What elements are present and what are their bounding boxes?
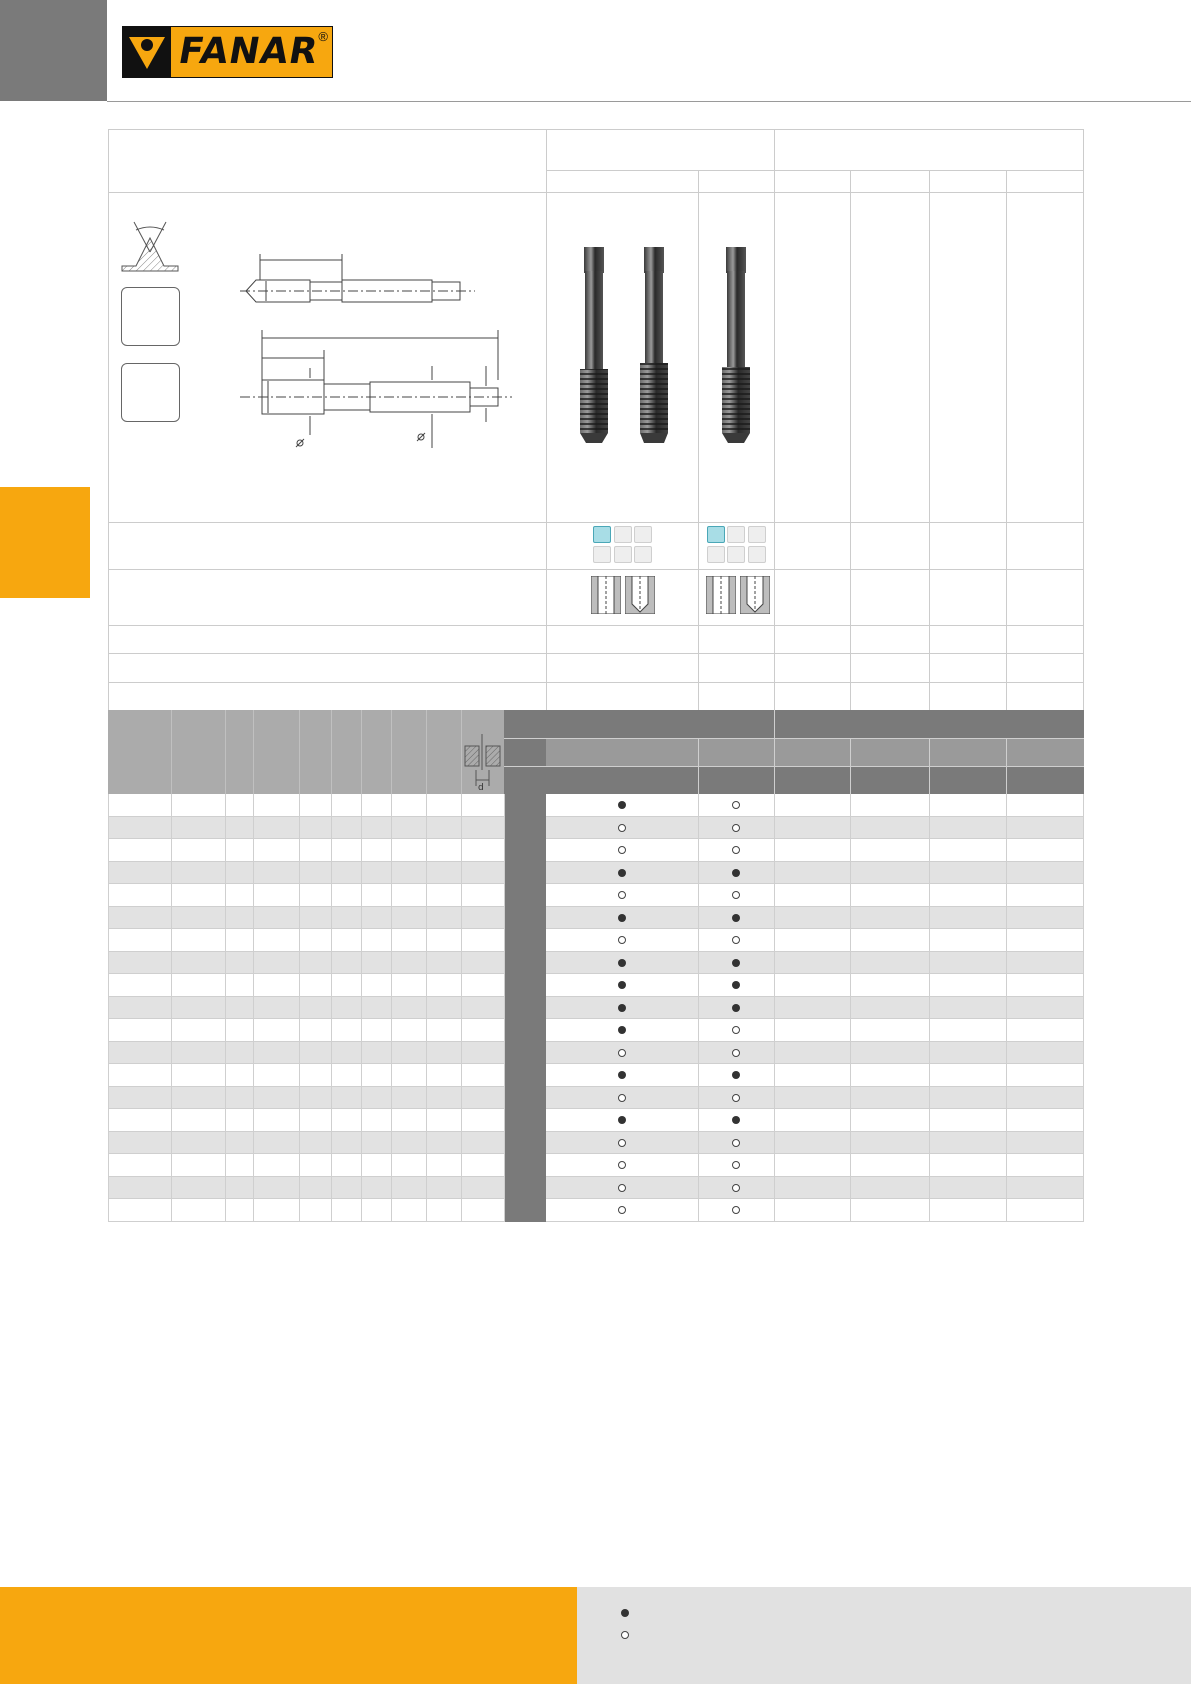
header-divider [107, 101, 1191, 102]
row-marker [504, 1199, 546, 1222]
filled-dot [618, 1026, 626, 1034]
tap-photo-2-icon [632, 245, 676, 450]
empty-dot [732, 801, 740, 809]
empty-dot [618, 891, 626, 899]
row-marker [504, 884, 546, 907]
empty-dot [618, 824, 626, 832]
legend-empty-dot [621, 1631, 629, 1639]
filled-dot [732, 914, 740, 922]
row-marker [504, 907, 546, 930]
table-row [108, 1064, 1084, 1087]
empty-dot [618, 936, 626, 944]
filled-dot [618, 914, 626, 922]
row-marker [504, 952, 546, 975]
empty-dot [732, 1026, 740, 1034]
section-tab [0, 487, 90, 598]
filled-dot [732, 1116, 740, 1124]
filled-dot [618, 1071, 626, 1079]
row-marker [504, 1042, 546, 1065]
table-row [108, 839, 1084, 862]
empty-dot [618, 1094, 626, 1102]
row-marker [504, 1132, 546, 1155]
table-row [108, 929, 1084, 952]
filled-dot [732, 959, 740, 967]
filled-dot [618, 869, 626, 877]
filled-dot [618, 981, 626, 989]
empty-dot [732, 936, 740, 944]
row-marker [504, 1064, 546, 1087]
spec-box-2 [121, 363, 180, 422]
table-row [108, 1177, 1084, 1200]
empty-dot [732, 1094, 740, 1102]
registered-mark: ® [318, 29, 328, 44]
empty-dot [618, 846, 626, 854]
legend-full-dot [621, 1609, 629, 1617]
table-row [108, 974, 1084, 997]
row-marker [504, 794, 546, 817]
table-row [108, 907, 1084, 930]
table-row [108, 1199, 1084, 1222]
logo-mark-icon [123, 27, 171, 77]
row-marker [504, 1109, 546, 1132]
row-marker [504, 1019, 546, 1042]
row-marker [504, 929, 546, 952]
through-hole-icon-2 [706, 576, 736, 619]
table-row [108, 817, 1084, 840]
corner-block [0, 0, 107, 101]
filled-dot [732, 1004, 740, 1012]
filled-dot [618, 1004, 626, 1012]
table-row [108, 1132, 1084, 1155]
hole-depth-icon [461, 710, 504, 794]
svg-text:d: d [478, 783, 484, 793]
table-row [108, 997, 1084, 1020]
empty-dot [732, 846, 740, 854]
thread-profile-icon [120, 216, 180, 279]
footer-legend [577, 1587, 1191, 1684]
table-row [108, 1042, 1084, 1065]
empty-dot [618, 1206, 626, 1214]
row-marker [504, 862, 546, 885]
filled-dot [732, 981, 740, 989]
blind-hole-icon-2 [740, 576, 770, 619]
empty-dot [732, 1206, 740, 1214]
empty-dot [732, 1049, 740, 1057]
row-marker [504, 997, 546, 1020]
filled-dot [618, 801, 626, 809]
empty-dot [732, 1161, 740, 1169]
row-marker [504, 817, 546, 840]
table-row [108, 884, 1084, 907]
spec-box-1 [121, 287, 180, 346]
empty-dot [618, 1161, 626, 1169]
row-marker [504, 1087, 546, 1110]
blind-hole-icon [625, 576, 655, 619]
table-row [108, 1087, 1084, 1110]
through-hole-icon [591, 576, 621, 619]
table-row [108, 1019, 1084, 1042]
row-marker [504, 1154, 546, 1177]
filled-dot [618, 959, 626, 967]
empty-dot [732, 1184, 740, 1192]
row-marker [504, 1177, 546, 1200]
empty-dot [618, 1139, 626, 1147]
footer-accent [0, 1587, 577, 1684]
empty-dot [618, 1184, 626, 1192]
tap-photo-3-icon [714, 245, 758, 450]
brand-logo [122, 26, 333, 78]
empty-dot [732, 824, 740, 832]
table-row [108, 862, 1084, 885]
row-marker [504, 974, 546, 997]
filled-dot [618, 1116, 626, 1124]
table-row [108, 952, 1084, 975]
empty-dot [732, 1139, 740, 1147]
brand-name: FANAR [175, 31, 322, 72]
filled-dot [732, 869, 740, 877]
table-row [108, 794, 1084, 817]
row-marker [504, 839, 546, 862]
empty-dot [618, 1049, 626, 1057]
filled-dot [732, 1071, 740, 1079]
empty-dot [732, 891, 740, 899]
table-row [108, 1154, 1084, 1177]
tap-drawing-icon [240, 250, 520, 465]
tap-photo-1-icon [572, 245, 616, 450]
table-row [108, 1109, 1084, 1132]
